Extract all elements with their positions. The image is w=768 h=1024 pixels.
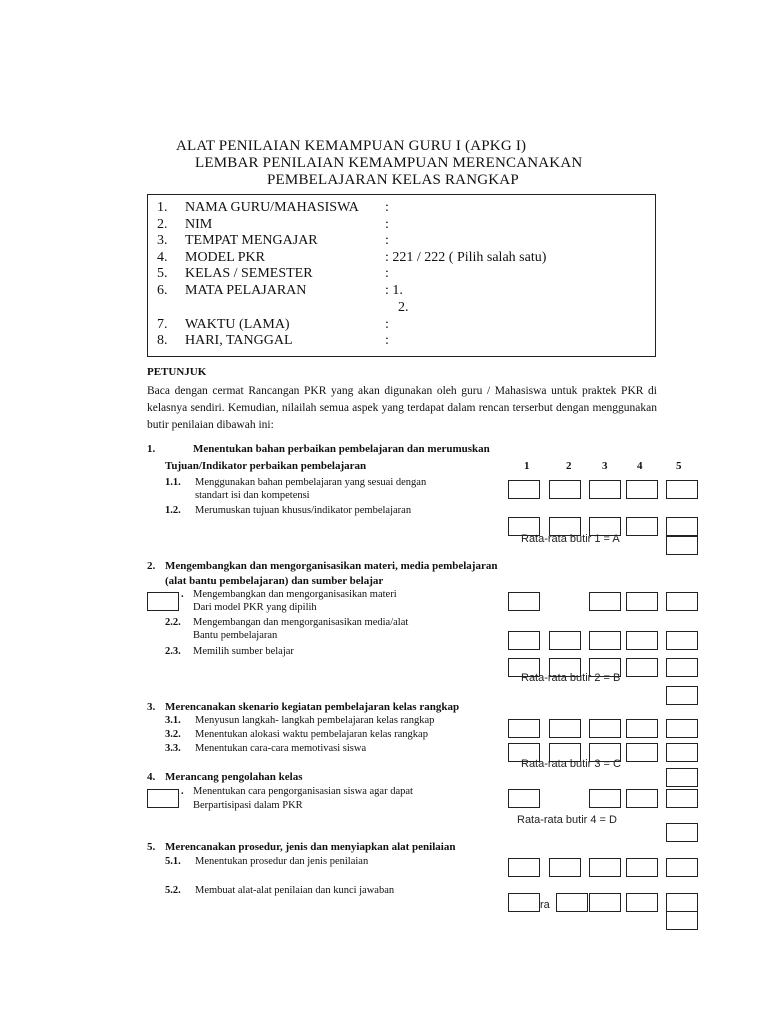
info-label: KELAS / SEMESTER — [185, 266, 313, 281]
score-box[interactable] — [508, 719, 540, 738]
score-box[interactable] — [589, 592, 621, 611]
score-box[interactable] — [626, 719, 658, 738]
section-title: Menentukan bahan perbaikan pembelajaran dan merumuskan — [193, 443, 490, 455]
info-num: 4. — [157, 250, 168, 265]
score-header-3: 3 — [602, 460, 608, 472]
score-box[interactable] — [626, 658, 658, 677]
item-number: 2.3. — [165, 646, 181, 657]
info-value[interactable]: : 221 / 222 ( Pilih salah satu) — [385, 250, 547, 265]
item-number: 5.1. — [165, 856, 181, 867]
item-text: Merumuskan tujuan khusus/indikator pembelajaran — [195, 505, 412, 516]
score-header-1: 1 — [524, 460, 530, 472]
score-box[interactable] — [626, 480, 658, 499]
item-text: Mengembangan dan mengorganisasikan media/alat — [193, 617, 409, 628]
item-text: Menyusun langkah- langkah pembelajaran kelas rangkap — [195, 715, 435, 726]
info-num: 5. — [157, 266, 168, 281]
score-box[interactable] — [508, 631, 540, 650]
score-box[interactable] — [666, 858, 698, 877]
score-box[interactable] — [147, 592, 179, 611]
info-value[interactable]: : — [385, 217, 389, 232]
info-num: 7. — [157, 317, 168, 332]
item-text: Mengembangkan dan mengorganisasikan materi — [193, 589, 397, 600]
info-value[interactable]: : — [385, 333, 389, 348]
section-number: 1. — [147, 443, 156, 455]
average-box[interactable] — [666, 911, 698, 930]
info-num: 8. — [157, 333, 168, 348]
info-label: HARI, TANGGAL — [185, 333, 293, 348]
score-box[interactable] — [556, 893, 588, 912]
average-label: Rata-rata butir 2 = B — [521, 672, 621, 684]
score-header-4: 4 — [637, 460, 643, 472]
score-box[interactable] — [666, 719, 698, 738]
score-box[interactable] — [626, 893, 658, 912]
info-value[interactable]: : — [385, 266, 389, 281]
score-box[interactable] — [589, 858, 621, 877]
score-box[interactable] — [626, 789, 658, 808]
title-line-2: LEMBAR PENILAIAN KEMAMPUAN MERENCANAKAN — [195, 155, 583, 171]
item-text: Menentukan alokasi waktu pembelajaran kelas rangkap — [195, 729, 428, 740]
item-text: Menentukan prosedur dan jenis penilaian — [195, 856, 369, 867]
score-box[interactable] — [549, 719, 581, 738]
petunjuk-text: Baca dengan cermat Rancangan PKR yang akan digunakan oleh guru / Mahasiswa untuk praktek PKR di kelasnya sendiri. Kemudian, nilailah semua aspek yang terdapat dalam rencan terserbut dengan menggunakan butir penilaian dibawah ini: — [147, 385, 657, 431]
info-label: MODEL PKR — [185, 250, 265, 265]
average-label: Rata-rata butir 4 = D — [517, 814, 617, 826]
score-box[interactable] — [508, 858, 540, 877]
score-box[interactable] — [626, 858, 658, 877]
score-box[interactable] — [666, 517, 698, 536]
score-box[interactable] — [549, 631, 581, 650]
item-number: 3.2. — [165, 729, 181, 740]
item-text: Menentukan cara pengorganisasian siswa agar dapat — [193, 786, 413, 797]
average-label: ra — [540, 899, 550, 911]
info-num: 6. — [157, 283, 168, 298]
item-text-cont: Dari model PKR yang dipilih — [193, 602, 317, 613]
score-box[interactable] — [666, 893, 698, 912]
average-label: Rata-rata butir 3 = C — [521, 758, 621, 770]
item-number: . — [181, 786, 184, 797]
score-box[interactable] — [626, 631, 658, 650]
score-box[interactable] — [666, 743, 698, 762]
score-box[interactable] — [666, 480, 698, 499]
score-header-5: 5 — [676, 460, 682, 472]
section-title-cont: (alat bantu pembelajaran) dan sumber belajar — [165, 575, 384, 587]
score-box[interactable] — [549, 858, 581, 877]
section-number: 3. — [147, 701, 156, 713]
item-number: 2.2. — [165, 617, 181, 628]
item-text: Memilih sumber belajar — [193, 646, 294, 657]
section-title: Merencanakan prosedur, jenis dan menyiapkan alat penilaian — [165, 841, 456, 853]
item-text-cont: standart isi dan kompetensi — [195, 490, 310, 501]
section-number: 4. — [147, 771, 156, 783]
item-number: 5.2. — [165, 885, 181, 896]
score-box[interactable] — [589, 789, 621, 808]
section-number: 2. — [147, 560, 156, 572]
score-box[interactable] — [589, 631, 621, 650]
score-box[interactable] — [549, 480, 581, 499]
score-box[interactable] — [508, 893, 540, 912]
average-box[interactable] — [666, 823, 698, 842]
info-value[interactable]: : — [385, 200, 389, 215]
section-title: Merancang pengolahan kelas — [165, 771, 303, 783]
info-label: TEMPAT MENGAJAR — [185, 233, 318, 248]
item-text-cont: Bantu pembelajaran — [193, 630, 278, 641]
score-box[interactable] — [666, 631, 698, 650]
score-box[interactable] — [589, 719, 621, 738]
score-box[interactable] — [666, 789, 698, 808]
item-text: Membuat alat-alat penilaian dan kunci jawaban — [195, 885, 395, 896]
average-box[interactable] — [666, 768, 698, 787]
title-line-1: ALAT PENILAIAN KEMAMPUAN GURU I (APKG I) — [176, 138, 527, 154]
info-value[interactable]: : 1. — [385, 283, 403, 298]
score-box[interactable] — [626, 743, 658, 762]
score-box[interactable] — [589, 893, 621, 912]
info-label: NAMA GURU/MAHASISWA — [185, 200, 359, 215]
average-box[interactable] — [666, 686, 698, 705]
item-text: Menentukan cara-cara memotivasi siswa — [195, 743, 367, 754]
section-title: Mengembangkan dan mengorganisasikan materi, media pembelajaran — [165, 560, 498, 572]
section-title-cont: Tujuan/Indikator perbaikan pembelajaran — [165, 460, 367, 472]
info-num: 1. — [157, 200, 168, 215]
item-number: . — [181, 589, 184, 600]
item-number: 3.1. — [165, 715, 181, 726]
section-title: Merencanakan skenario kegiatan pembelajaran kelas rangkap — [165, 701, 460, 713]
score-box[interactable] — [508, 789, 540, 808]
info-value[interactable]: : — [385, 233, 389, 248]
score-box[interactable] — [508, 480, 540, 499]
score-box[interactable] — [626, 517, 658, 536]
score-box[interactable] — [666, 592, 698, 611]
score-box[interactable] — [589, 480, 621, 499]
info-num: 3. — [157, 233, 168, 248]
item-number: 1.1. — [165, 477, 181, 488]
item-text: Menggunakan bahan pembelajaran yang sesuai dengan — [195, 477, 427, 488]
score-header-2: 2 — [566, 460, 572, 472]
info-label: NIM — [185, 217, 213, 232]
info-value[interactable]: 2. — [398, 300, 409, 315]
average-label: Rata-rata butir 1 = A — [521, 533, 620, 545]
info-label: WAKTU (LAMA) — [185, 317, 290, 332]
petunjuk-heading: PETUNJUK — [147, 366, 207, 378]
score-box[interactable] — [666, 658, 698, 677]
item-text-cont: Berpartisipasi dalam PKR — [193, 800, 303, 811]
score-box[interactable] — [508, 592, 540, 611]
item-number: 1.2. — [165, 505, 181, 516]
score-box[interactable] — [147, 789, 179, 808]
item-number: 3.3. — [165, 743, 181, 754]
info-num: 2. — [157, 217, 168, 232]
score-box[interactable] — [626, 592, 658, 611]
title-line-3: PEMBELAJARAN KELAS RANGKAP — [267, 172, 519, 188]
info-label: MATA PELAJARAN — [185, 283, 307, 298]
average-box[interactable] — [666, 536, 698, 555]
section-number: 5. — [147, 841, 156, 853]
info-value[interactable]: : — [385, 317, 389, 332]
